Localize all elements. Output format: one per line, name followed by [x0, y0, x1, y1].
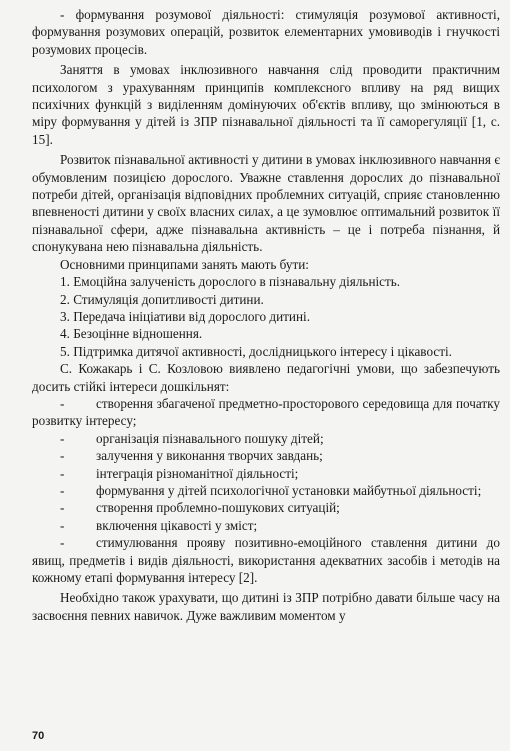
- paragraph: Заняття в умовах інклюзивного навчання слід проводити практичним психологом з урахуванням принципів комплексного впливу на ряд вищих психічних функцій з виділенням домінуючих об'єктів впливу, що змінюються в міру формування у дітей із ЗПР пізнавальної діяльності та її саморегуляції [1, с. 15].: [32, 62, 500, 147]
- body-text: [32, 6, 500, 624]
- dash-list-item: - створення проблемно-пошукових ситуацій;: [60, 500, 340, 516]
- dash-list-item: - створення збагаченої предметно-просторового середовища для початку розвитку інтересу;: [32, 395, 500, 429]
- dash-list-item: - включення цікавості у зміст;: [60, 517, 258, 533]
- numbered-item: 4. Безоцінне відношення.: [60, 326, 203, 342]
- numbered-item: 3. Передача ініціативи від дорослого дитині.: [60, 308, 310, 324]
- dash-list-item: - організація пізнавального пошуку дітей;: [60, 430, 324, 446]
- dash-list-item: - інтеграція різноманітної діяльності;: [60, 465, 299, 481]
- numbered-item: 5. Підтримка дитячої активності, дослідницького інтересу і цікавості.: [60, 343, 452, 359]
- paragraph: С. Кожакарь і С. Козловою виявлено педагогічні умови, що забезпечують досить стійкі інтереси дошкільнят:: [32, 361, 500, 394]
- page-number: 70: [32, 730, 45, 742]
- dash-list-item: - стимулювання прояву позитивно-емоційного ставлення дитини до явищ, предметів і видів діяльності, використання адекватних засобів і методів на кожному етапі формування інтересу [2].: [32, 535, 500, 585]
- numbered-item: 1. Емоційна залученість дорослого в пізнавальну діяльність.: [60, 274, 401, 290]
- paragraph: Основними принципами занять мають бути:: [60, 256, 309, 272]
- dash-list-item: - формування у дітей психологічної установки майбутньої діяльності;: [60, 482, 482, 498]
- paragraph: Розвиток пізнавальної активності у дитини в умовах інклюзивного навчання є обумовленим позицією дорослого. Уважне ставлення дорослих до пізнавальної потреби дітей, організація відповідних проблемних ситуацій, сприяє становленню впевненості дитини у своїх власних силах, а це зумовлює оптимальний розвиток її пізнавальної сфери, адже пізнавальна активність – це і потреба пізнання, й спонукувана нею пізнавальна діяльність.: [32, 152, 500, 255]
- numbered-item: 2. Стимуляція допитливості дитини.: [60, 291, 264, 307]
- dash-list-item: - залучення у виконання творчих завдань;: [60, 448, 323, 464]
- list-item-continuation: - формування розумової діяльності: стимуляція розумової активності, формування розумових операцій, розвиток елементарних умовиводів і гнучкості розумових процесів.: [32, 7, 501, 57]
- paragraph: Необхідно також урахувати, що дитині із ЗПР потрібно давати більше часу на засвоєння певних навичок. Дуже важливим моментом у: [32, 590, 500, 623]
